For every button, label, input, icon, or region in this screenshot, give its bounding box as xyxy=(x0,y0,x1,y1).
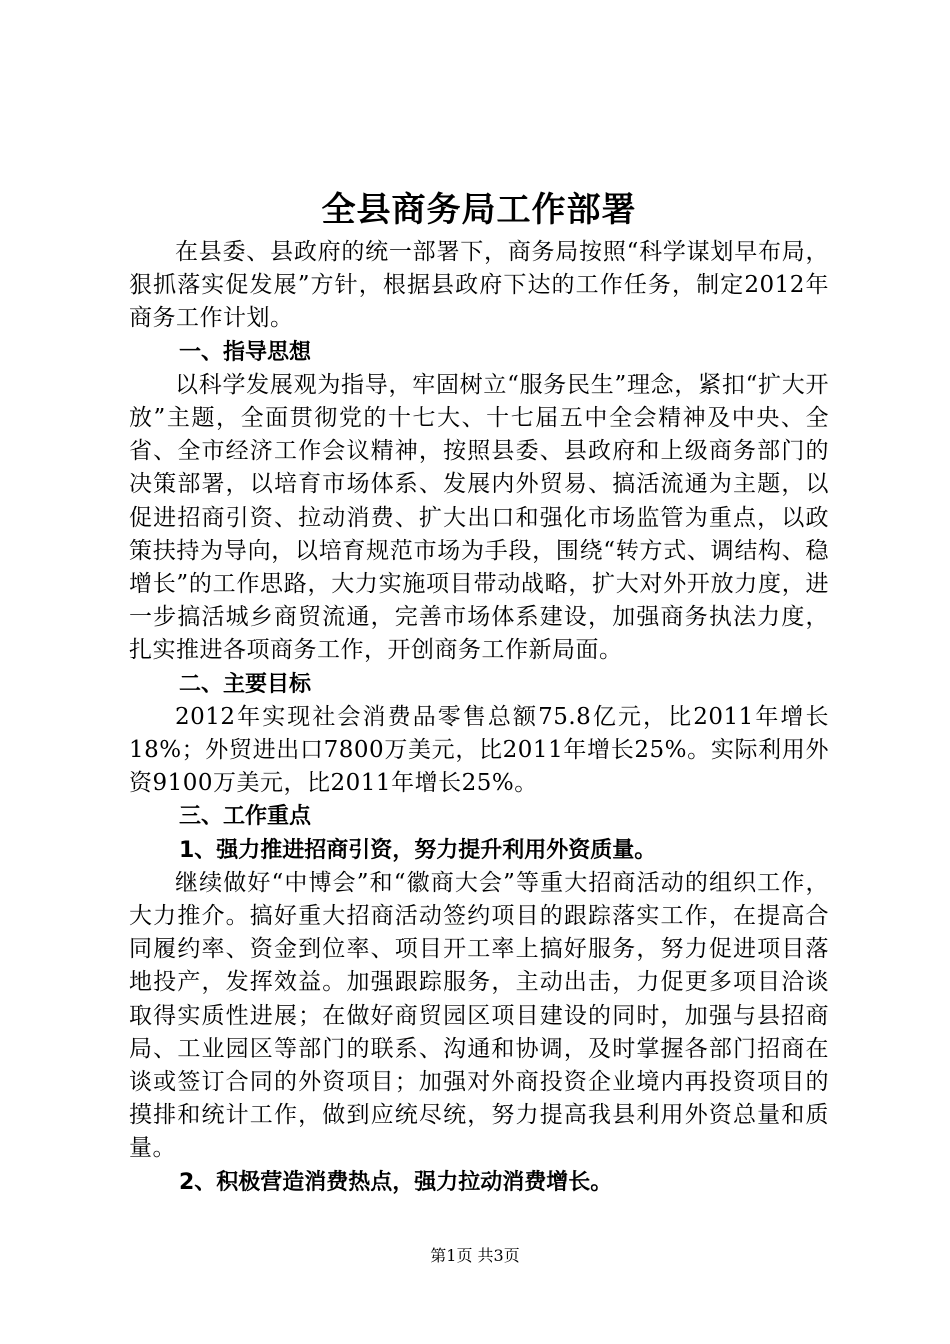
intro-paragraph: 在县委、县政府的统一部署下，商务局按照“科学谋划早布局，狠抓落实促发展”方针，根据县政府下达的工作任务，制定2012年商务工作计划。 xyxy=(129,239,829,332)
section-heading-work-focus: 三、工作重点 xyxy=(179,804,312,830)
subsection-heading-investment: 1、强力推进招商引资，努力提升利用外资质量。 xyxy=(179,837,657,863)
page-footer: 第1页 共3页 xyxy=(430,1246,520,1265)
subsection-heading-consumption: 2、积极营造消费热点，强力拉动消费增长。 xyxy=(179,1169,613,1195)
section-heading-guiding-ideology: 一、指导思想 xyxy=(179,339,312,365)
section-body-main-goals: 2012年实现社会消费品零售总额75.8亿元，比2011年增长18%；外贸进出口7800万美元，比2011年增长25%。实际利用外资9100万美元，比2011年增长25%。 xyxy=(129,703,829,797)
section-heading-main-goals: 二、主要目标 xyxy=(179,671,312,697)
section-body-guiding-ideology: 以科学发展观为指导，牢固树立“服务民生”理念，紧扣“扩大开放”主题，全面贯彻党的十七大、十七届五中全会精神及中央、全省、全市经济工作会议精神，按照县委、县政府和上级商务部门的决策部署，以培育市场体系、发展内外贸易、搞活流通为主题，以促进招商引资、拉动消费、扩大出口和强化市场监管为重点，以政策扶持为导向，以培育规范市场为手段，围绕“转方式、调结构、稳增长”的工作思路，大力实施项目带动战略，扩大对外开放力度，进一步搞活城乡商贸流通，完善市场体系建设，加强商务执法力度，扎实推进各项商务工作，开创商务工作新局面。 xyxy=(129,371,829,664)
document-title: 全县商务局工作部署 xyxy=(321,190,637,230)
subsection-body-investment: 继续做好“中博会”和“徽商大会”等重大招商活动的组织工作，大力推介。搞好重大招商活动签约项目的跟踪落实工作，在提高合同履约率、资金到位率、项目开工率上搞好服务，努力促进项目落地投产，发挥效益。加强跟踪服务，主动出击，力促更多项目洽谈取得实质性进展；在做好商贸园区项目建设的同时，加强与县招商局、工业园区等部门的联系、沟通和协调，及时掌握各部门招商在谈或签订合同的外资项目；加强对外商投资企业境内再投资项目的摸排和统计工作，做到应统尽统，努力提高我县利用外资总量和质量。 xyxy=(129,869,829,1162)
document-body xyxy=(129,188,829,1199)
